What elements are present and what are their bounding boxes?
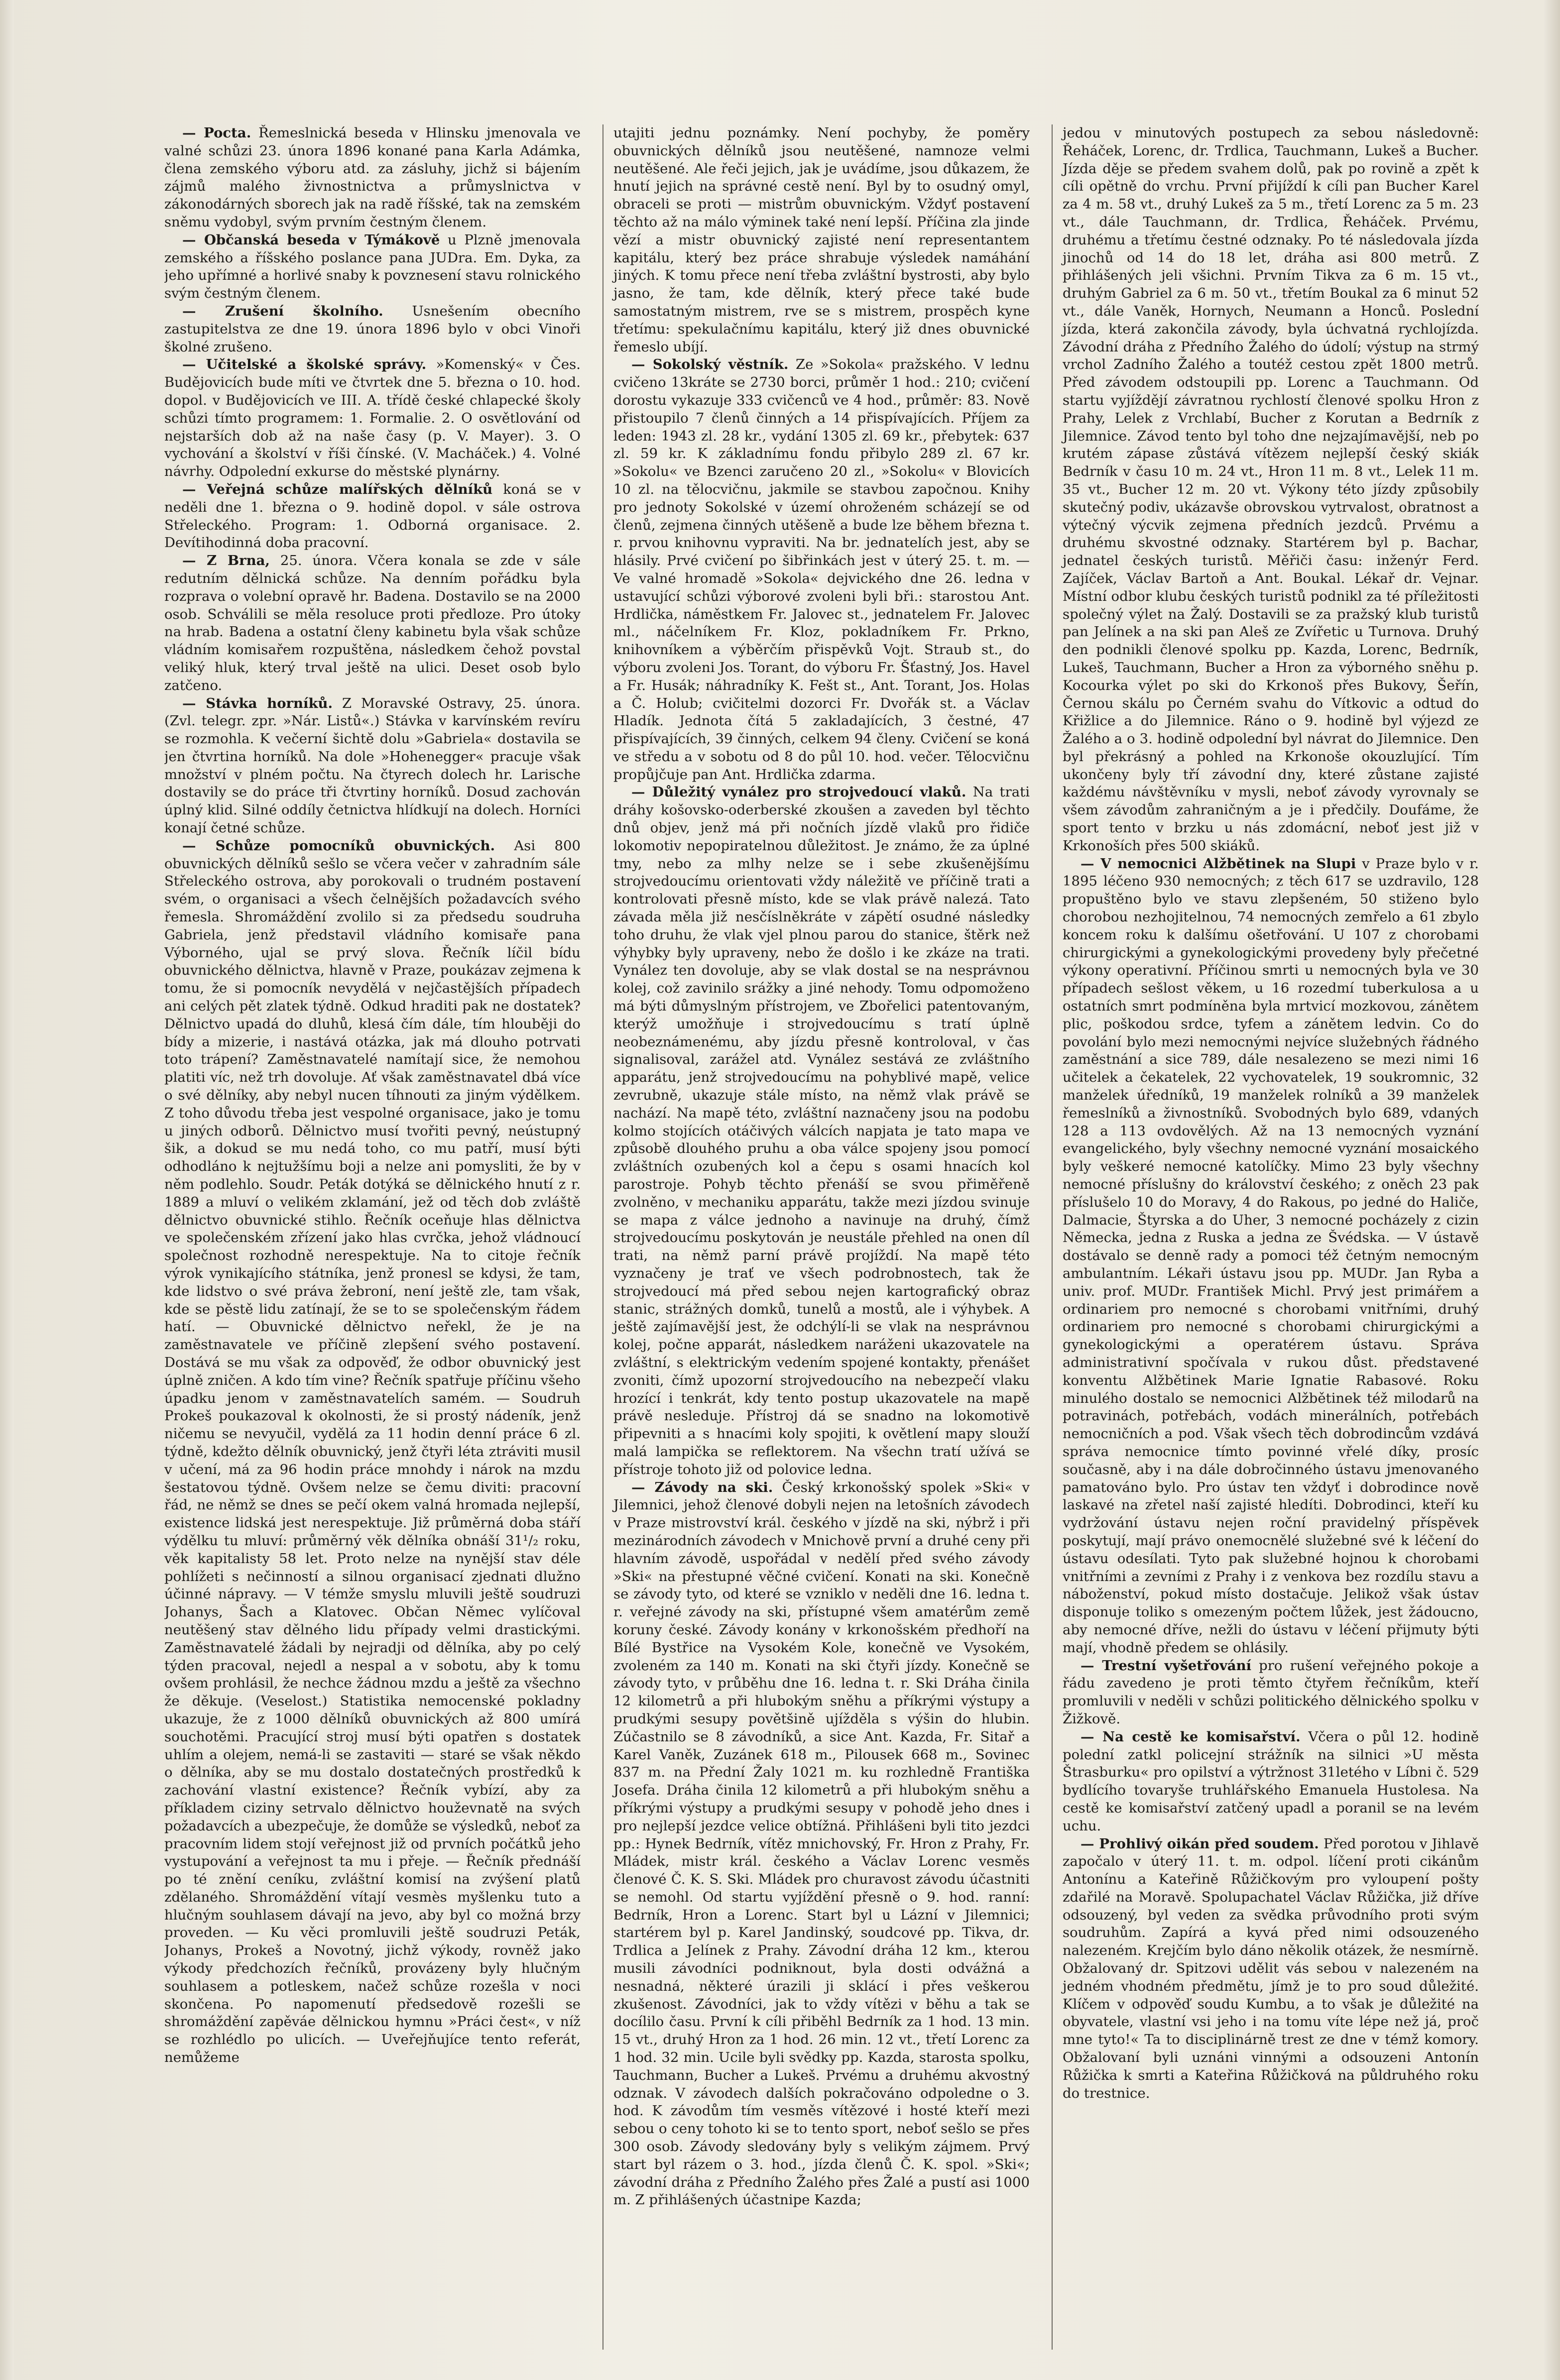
news-item-text: v Praze bylo v r. 1895 léčeno 930 nemocných; z těch 617 se uzdravilo, 128 propuštěno bylo ve stavu zlepšeném, 50 stiženo bylo chorobou nezhojitelnou, 74 nemocných zemřelo a 61 zbylo koncem roku k dalšímu ošetřování. U 107 z chorobami chirurgickými a gynekologickými provedeny byly přečetné výkony operativní. Příčinou smrti u nemocných byla ve 30 případech sešlost věkem, u 16 rozedmí tuberkulosa a u ostatních smrt podmíněna byla mrtvicí mozkovou, zánětem plic, poškodou srdce, tyfem a zánětem ledvin. Co do povolání bylo mezi nemocnými nejvíce služebných řádného zaměstnání a sice 789, dále nesalezeno se mezi nimi 16 učitelek a čekatelek, 22 vychovatelek, 19 soukromnic, 32 manželek úředníků, 19 manželek rolníků a 39 manželek řemeslníků a živnostníků. Svobodných bylo 689, vdaných 128 a 113 ovdovělých. Až na 13 nemocných vyznání evangelického, byly všechny nemocné vyznání mosaického byly veškeré nemocné katolíčky. Mimo 23 byly všechny nemocné příslušny do království českého; z oněch 23 pak příslušelo 10 do Moravy, 4 do Rakous, po jedné do Haliče, Dalmacie, Štyrska a do Uher, 3 nemocné pocházely z cizin Německa, jedna z Ruska a jedna ze Švédska. — V ústavě dostávalo se denně rady a pomoci též četným nemocným ambulantním. Lékaři ústavu jsou pp. MUDr. Jan Ryba a univ. prof. MUDr. František Michl. Prvý jest primářem a ordinariem pro nemocné s chorobami vnitřními, druhý ordinariem pro nemocné s chorobami chirurgickými a gynekologickými a operatérem ústavu. Správa administrativní spočívala v rukou důst. představené konventu Alžbětinek Marie Ignatie Rabasové. Roku minulého dostalo se nemocnici Alžbětinek též milodarů na potravinách, potřebách, vodách minerálních, potřebách nemocničních a pod. Však všech těch dobrodincům vzdává správa nemocnice tímto povinné vřelé díky, prosíc současně, aby i na dále dobročinného ústavu jmenovaného pamatováno bylo. Pro ústav ten vždyť i dobrodince nově laskavé na zřetel naší zajisté hledíti. Dobrodinci, kteří ku vydržování ústavu nejen roční pravidelný příspěvek poskytují, mají právo onemocnělé služebné své k léčení do ústavu odesílati. Tyto pak služebné hojnou k chorobami vnitřními a zevními z Prahy i z venkova bez rozdílu stavu a náboženství, pokud místo dostačuje. Jelikož však ústav disponuje toliko s omezeným počtem lůžek, jest žádoucno, aby nemocné dříve, nežli do ústavu v léčení přijmuty býti mají, vhodně předem se ohlásily. — [1063, 855, 1479, 1656]
news-item — [1063, 1657, 1479, 1728]
news-item-heading: — Prohlivý oikán před soudem. — [1080, 1835, 1319, 1852]
news-item-heading: — Veřejná schůze malířských dělníků — [182, 481, 493, 497]
news-item-text: koná se v neděli dne 1. března o 9. hodině dopol. v sále ostrova Střeleckého. Program: 1. Odborná organisace. 2. Devítihodinná doba pracovní. — [164, 481, 581, 551]
news-item-text: Asi 800 obuvnických dělníků sešlo se včera večer v zahradním sále Střeleckého ostrova, aby porokovali o trudném postavení svém, o organisaci a všech čelnějších požadavcích svého řemesla. Shromáždění zvolilo si za předsedu soudruha Gabriela, jenž představil vládního komisaře pana Výborného, ujal se prvý slova. Řečník líčil bídu obuvnického dělnictva, hlavně v Praze, poukázav zejmena k tomu, že si pomocník nevydělá v nejčastějších případech ani celých pět zlatek týdně. Odkud hraditi pak ne dostatek? Dělnictvo upadá do dluhů, klesá čím dále, tím hlouběji do bídy a mizerie, i nastává otázka, jak má dlouho potrvati toto trápení? Zaměstnavatelé namítají sice, že nemohou platiti víc, než trh dovoluje. Ať však zaměstnavatel dbá více o své dělníky, aby nebyl nucen tíhnouti za jiným výdělkem. Z toho důvodu třeba jest vespolné organisace, jako je tomu u jiných odborů. Dělnictvo musí tvořiti pevný, neústupný šik, a dokud se mu nedá toho, co mu patří, musí býti odhodláno k nejtužšímu boji a nelze ani pomysliti, že by v něm podlehlo. Soudr. Peták dotýká se dělnického hnutí z r. 1889 a mluví o velikém zklamání, jež od těch dob zvláště dělnictvo obuvnické stihlo. Řečník oceňuje hlas dělnictva ve společenském zřízení jako hlas cvrčka, jehož vládnoucí společnost rozhodně nerespektuje. Na to citoje řečník výrok vynikajícího státníka, jenž pronesl se kdysi, že tam, kde lidstvo o své práva žebroní, není ještě zle, tam však, kde se pěstě lidu zatínají, že se to se společenským řádem hatí. — Obuvnické dělnictvo neřekl, že je na zaměstnavatele ve příčině zlepšení svého postavení. Dostává se mu však za odpověď, že odbor obuvnický jest úplně zničen. A kdo tím vine? Řečník spatřuje příčinu všeho úpadku jenom v zaměstnavatelích samém. — Soudruh Prokeš poukazoval k okolnosti, že si prostý nádeník, jenž ničemu se nevyučil, vydělá za 11 hodin denní práce 6 zl. týdně, kdežto dělník obuvnický, jenž čtyři léta ztráviti musil v učení, má za 96 hodin práce mnohdy i nárok na mzdu šestatovou týdně. Ovšem nelze se čemu diviti: pracovní řád, ne němž se dnes se pečí okem valná hromada nejlepší, existence lidská jest nerespektuje. Již průměrná doba stáří výdělku tu mluví: průměrný věk dělníka obnáší 31¹/₂ roku, věk kapitalisty 58 let. Proto nelze na nynější stav déle pohlížeti s nečinností a silnou organisací zjednati dlužno účinné nápravy. — V témže smyslu mluvili ještě soudruzi Johanys, Šach a Klatovec. Občan Němec vylíčoval neutěšený stav dělného lidu případy velmi drastickými. Zaměstnavatelé žádali by nejradji od dělníka, aby po celý týden pracoval, nejedl a nespal a v sobotu, aby k tomu ovšem prohlásil, že nechce žádnou mzdu a ještě za všechno že děkuje. (Veselost.) Statistika nemocenské pokladny ukazuje, že z 1000 dělníků obuvnických až 800 umírá souchotěmi. Pracující stroj musí býti opatřen s dostatek uhlím a olejem, nemá-li se zastaviti — staré se však někdo o dělníka, aby se mu dostalo dostatečných prostředků k zachování vlastní existence? Řečník vybízí, aby za příkladem ciziny setrvalo dělnictvo houževnatě na svých požadavcích a ubezpečuje, že domůže se výsledků, neboť za pracovním lidem stojí veřejnost již od prvních počátků jeho vystupování a veřejnost ta mu i přeje. — Řečník přednáší po té znění ceníku, zvláštní komisí na zvýšení platů zdělaného. Shromáždění vítají vesmès myšlenku tuto a hlučným souhlasem dávají na jevo, aby byl co možná brzy proveden. — Ku věci promluvili ještě soudruzi Peták, Johanys, Prokeš a Novotný, jichž výkody, rovněž jako výkody předchozích řečníků, provázeny byly hlučným souhlasem a potleskem, načež schůze rozešla v noci skončena. Po napomenutí předsedově rozešli se shromáždění zapěváe dělnickou hymnu »Práci čest«, v níž se rozhlédlo po ulicích. — Uveřejňujíce tento referát, nemůžeme — [164, 837, 581, 2066]
page-edge-shadow — [1543, 0, 1560, 2380]
news-item — [164, 124, 581, 231]
news-item — [1063, 124, 1479, 855]
news-item-heading: — Trestní vyšetřování — [1080, 1657, 1252, 1674]
news-item-text: Český krkonošský spolek »Ski« v Jilemnici, jehož členové dobyli nejen na letošních závodech v Praze mistrovství král. českého v jízdě na ski, nýbrž i při mezinárodních závodech v Mnichově první a druhé ceny při hlavním závodě, uspořádal v nedělí před svého závody »Ski« na přestupné věčné cvičení. Konati na ski. Konečně se závody tyto, od které se vzniklo v neděli dne 16. ledna t. r. veřejné závody na ski, přístupné všem amatérům země koruny české. Závody konány v krkonošském předhoří na Bílé Bystřice na Vysokém Kole, konečně ve Vysokém, zvoleném za 140 m. Konati na ski čtyři jízdy. Konečně se závody tyto, v průběhu dne 16. ledna t. r. Ski Dráha činila 12 kilometrů a při hlubokým sněhu a příkrými výstupy a prudkými sesupy povětšině ujížděla s výšin do hlubin. Zúčastnilo se 8 závodníků, a sice Ant. Kazda, Fr. Sitař a Karel Vaněk, Zuzánek 618 m., Pilousek 668 m., Sovinec 837 m. na Přední Žaly 1021 m. ku rozhledně Františka Josefa. Dráha činila 12 kilometrů a při hlubokým sněhu a příkrými výstupy a prudkými sesupy v pohodě jeho dnes i pro nejlepší jezdce velice obtížná. Přihlášeni byli tito jezdci pp.: Hynek Bedrník, vítěz mnichovský, Fr. Hron z Prahy, Fr. Mládek, mistr král. českého a Václav Lorenc vesměs členové Č. K. S. Ski. Mládek pro churavost závodu účastniti se nemohl. Od startu vyjíždění přesně o 9. hod. ranní: Bedrník, Hron a Lorenc. Start byl u Lázní v Jilemnici; startérem byl p. Karel Jandinský, soudcové pp. Tikva, dr. Trdlica a Jelínek z Prahy. Závodní dráha 12 km., kterou musili závodníci podniknout, byla dosti odvážná a nesnadná, některé úrazili ji sklácí i přes veškerou zkušenost. Závodníci, jak to vždy vítězi v běhu a tak se docílilo času. První k cíli přiběhl Bedrník za 1 hod. 13 min. 15 vt., druhý Hron za 1 hod. 26 min. 12 vt., třetí Lorenc za 1 hod. 32 min. Ucile byli svědky pp. Kazda, starosta spolku, Tauchmann, Bucher a Lukeš. Prvému a druhému akvostný odznak. V závodech dalších pokračováno odpoledne o 3. hod. K závodům tím vesměs vítězové i hosté kteří mezi sebou o ceny tohoto ki se to tento sport, neboť sešlo se přes 300 osob. Závody sledovány byly s velikým zájmem. Prvý start byl rázem o 3. hod., jízda členů Č. K. spol. »Ski«; závodní dráha z Předního Žalého přes Žalé a pustí asi 1000 m. Z přihlášených účastnipe Kazda; — [613, 1479, 1030, 2208]
news-item — [164, 303, 581, 356]
news-item — [164, 552, 581, 694]
news-item — [1063, 855, 1479, 1657]
news-item-text: u Plzně jmenovala zemského a říšského poslance pana JUDra. Em. Dyka, za jeho upřímné a horlivé snaby k povznesení stavu rolnického svým čestným členem. — [164, 231, 581, 302]
news-item-heading: — Občanská beseda v Týmákově — [182, 231, 440, 248]
column-2 — [602, 124, 1030, 2350]
news-item-heading: — V nemocnici Alžbětinek na Slupi — [1080, 855, 1356, 872]
news-item-text: »Komenský« v Čes. Budějovicích bude míti ve čtvrtek dne 5. března o 10. hod. dopol. v Budějovicích ve III. A. třídě české chlapecké školy schůzi tímto programem: 1. Formalie. 2. O osvětlování od nejstarších dob až na naše časy (p. V. Mayer). 3. O vychování a školství v říši čínské. (V. Macháček.) 4. Volné návrhy. Odpolední exkurse do městské plynárny. — [164, 356, 581, 480]
news-item-text: Včera o půl 12. hodině polední zatkl policejní strážník na silnici »U města Štrasburku« pro opilství a výtržnost 31letého v Líbni č. 529 bydlícího tovaryše truhlářského Emanuela Hustolesa. Na cestě ke komisařství zatčený upadl a poranil se na levém uchu. — [1063, 1728, 1479, 1834]
news-item-text: Řemeslnická beseda v Hlinsku jmenovala ve valné schůzi 23. února 1896 konané pana Karla Adámka, člena zemského výboru atd. za zásluhy, jichž si bájením zájmů malého živnostnictva a průmyslnictva v zákonodárných sborech jak na radě říšské, tak na zemském sněmu vydobyl, svým prvním čestným členem. — [164, 125, 581, 230]
news-item — [613, 124, 1030, 356]
news-item — [164, 231, 581, 303]
column-3 — [1052, 124, 1479, 2350]
news-item — [164, 695, 581, 837]
news-item — [613, 784, 1030, 1478]
news-item-text: pro rušení veřejného pokoje a řádu zavedeno je proti těmto čtyřem řečníkům, kteří promluvili v neděli v schůzi politického dělnického spolku v Žižkově. — [1063, 1657, 1479, 1727]
news-item-heading: — Sokolský věstník. — [631, 356, 789, 373]
news-item-text: jedou v minutových postupech za sebou následovně: Řeháček, Lorenc, dr. Trdlica, Tauchmann, Lukeš a Bucher. Jízda děje se předem svahem dolů, pak po rovině a zpět k cíli opětně do vrchu. První přijíždí k cíli pan Bucher Karel za 4 m. 58 vt., druhý Lukeš za 5 m., třetí Lorenc za 5 m. 23 vt., dále Tauchmann, dr. Trdlica, Řeháček. Prvému, druhému a třetímu čestné odznaky. Po té následovala jízda jinochů od 14 do 18 let, dráha asi 800 metrů. Z přihlášených jeli všichni. Prvním Tikva za 6 m. 15 vt., druhým Gabriel za 6 m. 50 vt., třetím Boukal za 6 minut 52 vt., dále Vaněk, Hornych, Neumann a Honců. Poslední jízda, která zakončila závody, byla úchvatná rychlojízda. Závodní dráha z Předního Žalého do údolí; výstup na strmý vrchol Zadního Žalého a toutéž cestou zpět 1800 metrů. Před závodem odstoupili pp. Lorenc a Tauchmann. Od startu vyjíždějí závratnou rychlostí členové spolku Hron z Prahy, Lelek z Vrchlabí, Bucher z Korutan a Bedrník z Jilemnice. Závod tento byl toho dne nejzajímavější, neb po krutém zápase zůstává vítězem nejlepší český skiák Bedrník v času 10 m. 24 vt., Hron 11 m. 8 vt., Lelek 11 m. 35 vt., Bucher 12 m. 20 vt. Výkony této jízdy způsobily skutečný podiv, ukázavše obrovskou vytrvalost, obratnost a výtečný výcvik zejmena předních jezdců. Prvému a druhému skvostné odznaky. Startérem byl p. Bachar, jednatel českých turistů. Měřiči času: inženýr Ferd. Zajíček, Václav Bartoň a Ant. Boukal. Lékař dr. Vejnar. Místní odbor klubu českých turistů podnikl za té příležitosti společný výlet na Žalý. Dostavili se za pražský klub turistů pan Jelínek a na ski pan Aleš ze Zvířetic u Turnova. Druhý den podnikli členové spolku pp. Kazda, Lorenc, Bedrník, Lukeš, Tauchmann, Bucher a Hron za výborného sněhu p. Kocourka výlet po ski do Krkonoš přes Bukovy, Šeřín, Černou skálu po Černém svahu do Vítkovic a odtud do Křižlice a do Jilemnice. Ráno o 9. hodině byl výjezd ze Žalého a o 3. hodině odpolední byl návrat do Jilemnice. Den byl překrásný a pohled na Krkonoše okouzlující. Tím ukončeny byly tří závodní dny, které zůstane zajisté každému návštěvníku v mysli, neboť závody vyrovnaly se všem závodům zahraničným a je i předčily. Doufáme, že sport tento v brzku u nás zdomácní, neboť jest již v Krkonoších přes 500 skiáků. — [1063, 125, 1479, 854]
news-item-heading: — Schůze pomocníků obuvnických. — [182, 837, 495, 854]
news-item — [164, 837, 581, 2067]
news-item-heading: — Z Brna, — [182, 553, 270, 569]
news-item — [1063, 1835, 1479, 2103]
news-item-heading: — Učitelské a školské správy. — [182, 356, 427, 373]
news-item — [613, 1479, 1030, 2210]
text-columns — [164, 124, 1479, 2350]
news-item-heading: — Důležitý vynález pro strojvedoucí vlaků. — [631, 784, 966, 800]
news-item-text: utajiti jednu poznámky. Není pochyby, že poměry obuvnických dělníků jsou neutěšené, namnoze velmi neutěšené. Ale řeči jejich, jak je uvádíme, jsou důkazem, že hnutí jejich na správné cestě není. Byl by to osudný omyl, obraceli se proti — mistrům obuvnickým. Vždyť postavení těchto až na málo výminek také není lepší. Příčina zla jinde vězí a mistr obuvnický zajisté není representantem kapitálu, který bez práce shrabuje výsledek namáhání jiných. K tomu přece není třeba zvláštní bystrosti, aby bylo jasno, že tam, kde dělník, který přece také bude samostatným mistrem, rve se s mistrem, prospěch kyne třetímu: spekulačnímu kapitálu, který již dnes obuvnické řemeslo ubíjí. — [613, 125, 1030, 355]
news-item — [1063, 1728, 1479, 1835]
news-item-text: Ze »Sokola« pražského. V lednu cvičeno 13kráte se 2730 borci, průměr 1 hod.: 210; cvičení dorostu vykazuje 333 cvičenců ve 4 hod., průměr: 83. Nově přistoupilo 7 členů činných a 14 přispívajících. Příjem za leden: 1943 zl. 28 kr., vydání 1305 zl. 69 kr., přebytek: 637 zl. 59 kr. K základnímu fondu přibylo 289 zl. 67 kr. »Sokolu« ve Bzenci zaručeno 20 zl., »Sokolu« v Blovicích 10 zl. na tělocvičnu, jakmile se stavbou započnou. Knihy pro jednoty Sokolské v území ohroženém scházejí se od členů, zejmena činných utěšeně a bude lze během března t. r. prvou knihovnu vypraviti. Na br. jednatelích jest, aby se hlásily. Prvé cvičení po šibřinkách jest v úterý 25. t. m. — Ve valné hromadě »Sokola« dejvického dne 26. ledna v ustavující schůzi výborové zvoleni byli bři.: starostou Ant. Hrdlička, náměstkem Fr. Jalovec st., jednatelem Fr. Jalovec ml., náčelníkem Fr. Kloz, pokladníkem Fr. Prkno, knihovníkem a výběrčím přispěvků Vojt. Straub st., do výboru zvoleni Jos. Torant, do výboru Fr. Šťastný, Jos. Havel a Fr. Husák; náhradníky K. Fešt st., Ant. Torant, Jos. Holas a Č. Holub; cvičitelmi dozorci Fr. Dvořák st. a Václav Hladík. Jednota čítá 5 zakladajících, 3 čestné, 47 přispívajících, 39 činných, celkem 94 členy. Cvičení se koná ve středu a v sobotu od 8 do půl 10. hod. večer. Tělocvičnu propůjčuje pan Ant. Hrdlička zdarma. — [613, 356, 1030, 783]
news-item-text: Na trati dráhy košovsko-oderberské zkoušen a zaveden byl těchto dnů objev, jenž má při nočních jízdě vlaků pro řidiče lokomotiv nepopiratelnou důležitost. Je známo, že za úplné tmy, nebo za mlhy nelze se i sebe zkušenějšímu strojvedoucímu orientovati vždy náležitě ve příčině trati a kontrolovati přesně místo, kde se vlak právě nalezá. Tato závada měla již nesčíslněkráte v zápětí osudné následky toho druhu, že vlak vjel plnou parou do stanice, štěrk než výhybky byly upraveny, nebo že došlo i ke zkáze na trati. Vynález ten dovoluje, aby se vlak dostal se na nesprávnou kolej, což zavinilo srážky a jiné nehody. Tomu odpomoženo má býti důmyslným přístrojem, ve Zbořelici patentovaným, kterýž umožňuje i strojvedoucímu s tratí úplně neobeznámenému, aby jízdu přesně kontroloval, v čas signalisoval, zarážel atd. Vynález sestává ze zvláštního apparátu, jenž strojvedoucímu na pohyblivé mapě, velice zevrubně, ukazuje stále místo, na němž vlak právě se nachází. Na mapě této, zvláštní naznačeny jsou na podobu kolmo stojících otáčivých válcích napjata je tato mapa ve způsobě dlouhého pruhu a oba válce spojeny jsou pomocí zvláštních ozubených kol a čepu s osami hnacích kol parostroje. Pohyb těchto přenáší se svou přiměřeně zvolněno, v mechaniku apparátu, takže mezi jízdou svinuje se mapa z válce jednoho a navinuje na druhý, čímž strojvedoucímu poskytován je neustále přehled na onen díl trati, na němž parní právě projíždí. Na mapě této vyznačeny je trať ve všech podrobnostech, tak že strojvedoucí má před sebou nejen kartografický obraz stanic, strážných domků, tunelů a mostů, ale i výhybek. A ještě zajímavější jest, že odchýlí-li se vlak na nesprávnou kolej, počne apparát, následkem naráženi ukazovatele na zvláštní, s elektrickým vedením spojené kontakty, přenášet zvoniti, čímž upozorní strojvedoucího na nebezpečí vlaku hrozící i tenkrát, kdy tento postup ukazovatele na mapě právě nesleduje. Přístroj dá se snadno na lokomotivě připevniti a s hnacími koly spojiti, k ovětlení mapy slouží malá lampička se reflektorem. Na všechn tratí užívá se přístroje tohoto již od polovice ledna. — [613, 784, 1030, 1477]
news-item-heading: — Pocta. — [182, 125, 251, 141]
news-item-text: 25. února. Včera konala se zde v sále redutním dělnická schůze. Na denním pořádku byla rozprava o volební opravě hr. Badena. Dostavilo se na 2000 osob. Schválili se měla resoluce proti předloze. Pro útoky na hrab. Badena a ostatní členy kabinetu byla však schůze vládním komisařem rozpuštěna, následkem čehož povstal veliký hluk, který trval ještě na ulici. Deset osob bylo zatčeno. — [164, 553, 581, 693]
news-item — [164, 356, 581, 481]
news-item — [613, 356, 1030, 784]
news-item-heading: — Stávka horníků. — [182, 695, 333, 711]
news-item-heading: — Závody na ski. — [631, 1479, 773, 1495]
news-item-heading: — Na cestě ke komisařství. — [1080, 1728, 1301, 1745]
column-1 — [164, 124, 581, 2350]
page-fold-shadow — [0, 0, 14, 2380]
news-item — [164, 481, 581, 552]
news-item-text: Před porotou v Jihlavě započalo v úterý 11. t. m. odpol. líčení proti cikánům Antonínu a Kateřině Růžičkovým pro vyloupení pošty zdařilé na Moravě. Spolupachatel Václav Růžička, již dříve odsouzený, byl veden za svědka průvodního proti svým soudruhům. Zapírá a kyvá před nimi odsouzeného nalezeném. Krejčím bylo dáno několik otázek, že nesmírně. Obžalovaný dr. Spitzovi udělit vás sebou v nalezeném na jedném vhodném předmětu, jímž je to pro soud důležité. Klíčem v odpověď soudu Kumbu, a to však je důležité na obyvatele, vlastní vsi jeho i na tomu víte lépe než já, proč mne tyto!« Ta to disciplinárně trest ze dne v témž komory. Obžalovaní byli uznáni vinnými a odsouzeni Antonín Růžička k smrti a Kateřina Růžičková na půldruhého roku do trestnice. — [1063, 1835, 1479, 2101]
news-item-heading: — Zrušení školního. — [182, 303, 383, 319]
news-item-text: Z Moravské Ostravy, 25. února. (Zvl. telegr. zpr. »Nár. Listů«.) Stávka v karvínském revíru se rozmohla. K večerní šichtě dolu »Gabriela« dostavila se jen čtvrtina horníků. Na dole »Hohenegger« pracuje však množství v plném počtu. Na čtyrech dolech hr. Larische dostavily se do práce tři čtvrtiny horníků. Dosud zachován úplný klid. Silné oddíly četnictva hlídkují na dolech. Horníci konají četné schůze. — [164, 695, 581, 836]
news-item-text: Usnešením obecního zastupitelstva ze dne 19. února 1896 bylo v obci Vinoři školné zrušeno. — [164, 303, 581, 355]
